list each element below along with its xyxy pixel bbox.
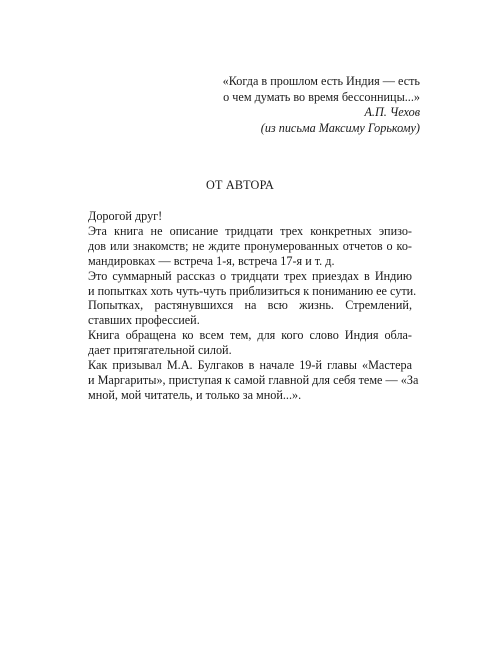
text-line: ставших профессией.: [88, 313, 200, 328]
section-heading: ОТ АВТОРА: [206, 178, 274, 192]
text-line: дов или знакомств; не ждите пронумерованных отчетов о ко-: [88, 238, 412, 253]
text-line: дает притягательной силой.: [88, 343, 232, 358]
text-line: Дорогой друг!: [88, 209, 163, 223]
text-line: Эта книга не описание тридцати трех конкретных эпизо-: [88, 223, 412, 238]
paragraph: [72, 268, 417, 299]
body-text: [72, 209, 419, 403]
text-line: мной, мой читатель, и только за мной...».: [88, 387, 302, 402]
text-line: Это суммарный рассказ о тридцати трех приездах в Индию: [88, 268, 412, 283]
paragraph: [72, 209, 412, 224]
epigraph-author: А.П. Чехов: [364, 105, 420, 119]
epigraph-quote-line: о чем думать во время бессонницы...»: [223, 89, 420, 104]
text-line: Попытках, растянувшихся на всю жизнь. Стремлений,: [88, 298, 412, 313]
text-line: Книга обращена ко всем тем, для кого слово Индия обла-: [88, 328, 412, 343]
paragraph: [72, 328, 412, 358]
epigraph: [150, 74, 420, 136]
text-line: и попытках хоть чуть-чуть приблизиться к пониманию ее сути.: [88, 283, 417, 298]
epigraph-quote-line: «Когда в прошлом есть Индия — есть: [222, 74, 420, 88]
text-line: мандировках — встреча 1-я, встреча 17-я и т. д.: [88, 253, 335, 268]
text-line: и Маргариты», приступая к самой главной для себя теме — «За: [88, 372, 419, 387]
text-line: Как призывал М.А. Булгаков в начале 19-й главы «Мастера: [88, 358, 412, 373]
paragraph: [72, 358, 419, 403]
epigraph-source: (из письма Максиму Горькому): [260, 120, 420, 135]
paragraph: [72, 224, 412, 269]
paragraph: [72, 298, 412, 328]
